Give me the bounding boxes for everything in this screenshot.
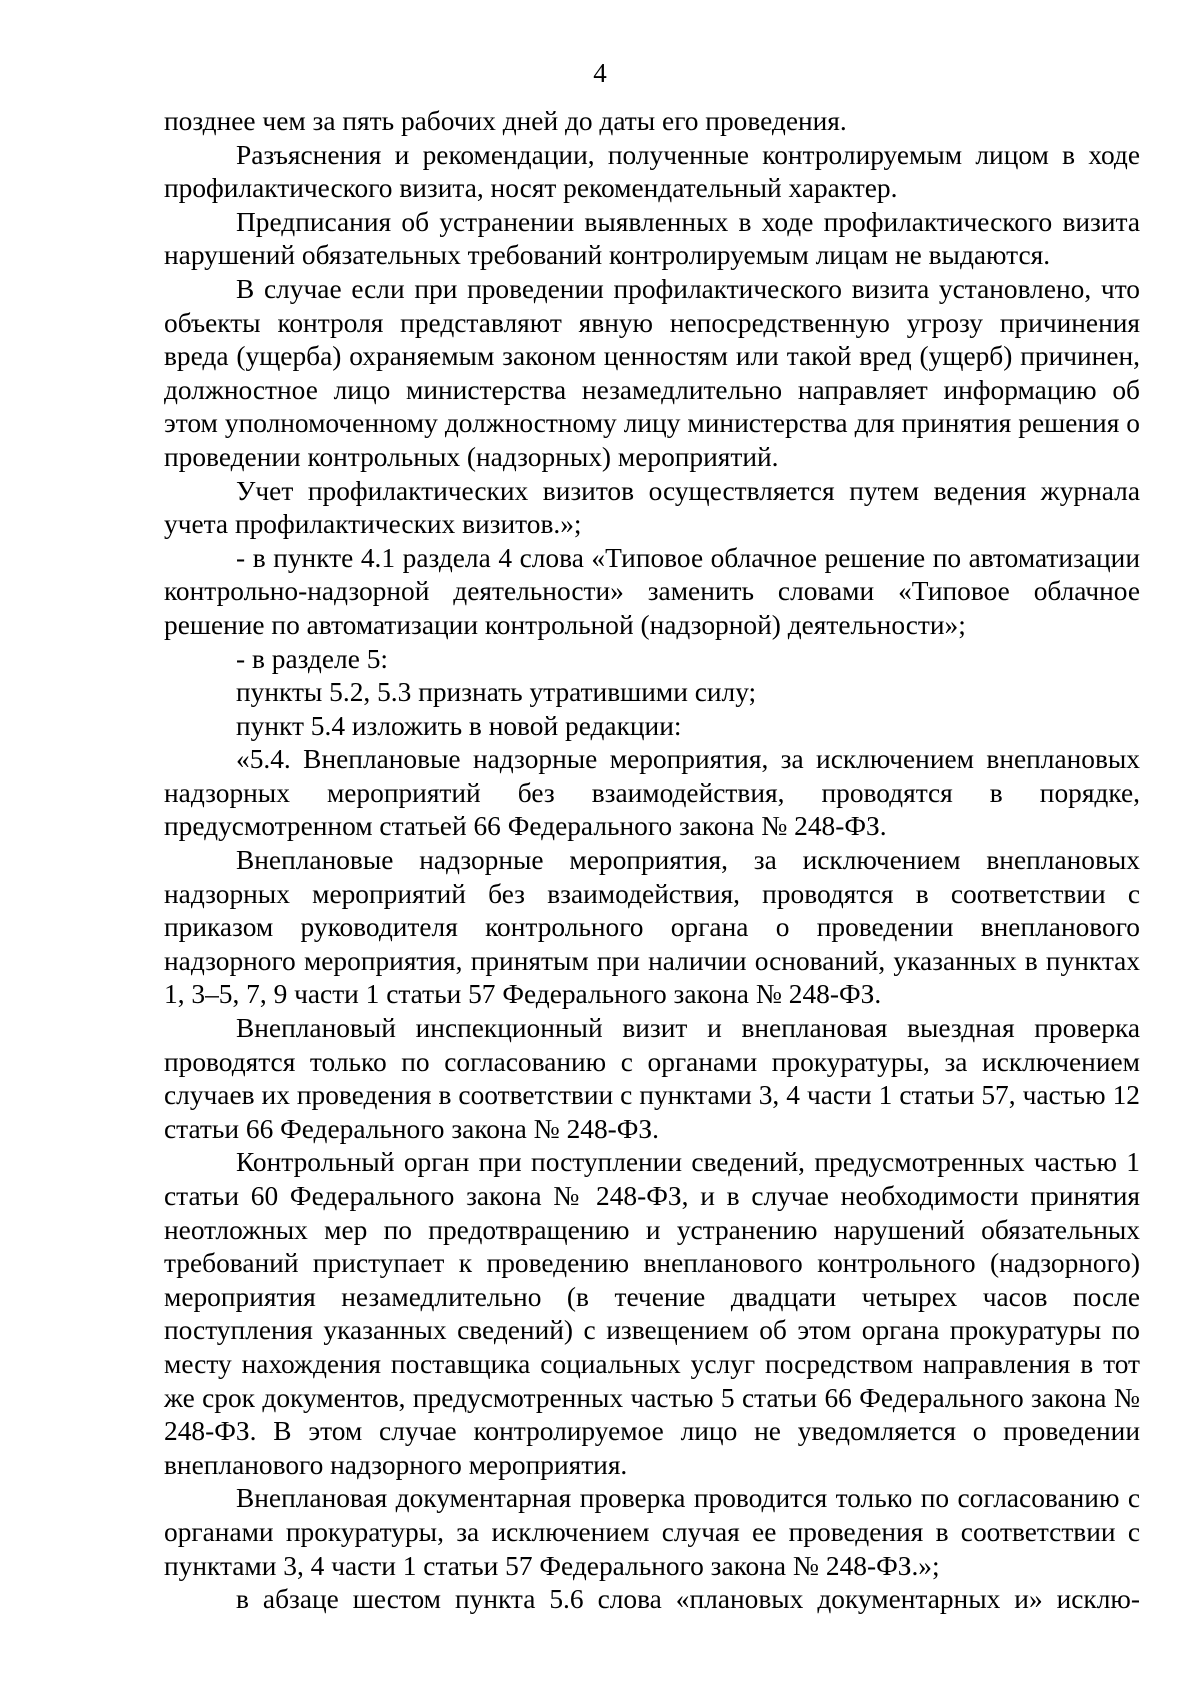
list-item: - в разделе 5:	[236, 643, 388, 674]
paragraph: Предписания об устранении выявленных в ходе профилактического визита нарушений обязательных требований контролируемым лицам не выдаются.	[164, 206, 1140, 271]
paragraph: Учет профилактических визитов осуществляется путем ведения журнала учета профилактических визитов.»;	[164, 475, 1140, 540]
list-item: - в пункте 4.1 раздела 4 слова «Типовое облачное решение по автоматизации контрольно-надзорной деятельности» заменить словами «Типовое облачное решение по автоматизации контрольной (надзорной) деятельности»;	[164, 542, 1140, 640]
paragraph: Внеплановые надзорные мероприятия, за исключением внеплановых надзорных мероприятий без взаимодействия, проводятся в соответствии с приказом руководителя контрольного органа о проведении внепланового надзорного мероприятия, принятым при наличии оснований, указанных в пунктах 1, 3–5, 7, 9 части 1 статьи 57 Федерального закона № 248-ФЗ.	[164, 845, 1140, 1010]
paragraph: Внеплановая документарная проверка проводится только по согласованию с органами прокуратуры, за исключением случая ее проведения в соответствии с пунктами 3, 4 части 1 статьи 57 Федерального закона № 248-ФЗ.»;	[164, 1483, 1140, 1581]
paragraph: Внеплановый инспекционный визит и внеплановая выездная проверка проводятся только по согласованию с органами прокуратуры, за исключением случаев их проведения в соответствии с пунктами 3, 4 части 1 статьи 57, частью 12 статьи 66 Федерального закона № 248-ФЗ.	[164, 1013, 1140, 1144]
paragraph-truncated: в абзаце шестом пункта 5.6 слова «плановых документарных и» исклю-	[236, 1584, 1140, 1615]
paragraph: Контрольный орган при поступлении сведений, предусмотренных частью 1 статьи 60 Федерального закона № 248-ФЗ, и в случае необходимости принятия неотложных мер по предотвращению и устранению нарушений обязательных требований приступает к проведению внепланового контрольного (надзорного) мероприятия незамедлительно (в течение двадцати четырех часов после поступления указанных сведений) с извещением об этом органа прокуратуры по месту нахождения поставщика социальных услуг посредством направления в тот же срок документов, предусмотренных частью 5 статьи 66 Федерального закона № 248-ФЗ. В этом случае контролируемое лицо не уведомляется о проведении внепланового надзорного мероприятия.	[164, 1147, 1140, 1480]
paragraph: В случае если при проведении профилактического визита установлено, что объекты контроля представляют явную непосредственную угрозу причинения вреда (ущерба) охраняемым законом ценностям или такой вред (ущерб) причинен, должностное лицо министерства незамедлительно направляет информацию об этом уполномоченному должностному лицу министерства для принятия решения о проведении контрольных (надзорных) мероприятий.	[164, 273, 1140, 472]
page-number: 4	[593, 58, 607, 88]
quoted-clause: «5.4. Внеплановые надзорные мероприятия, за исключением внеплановых надзорных мероприятий без взаимодействия, проводятся в порядке, предусмотренном статьей 66 Федерального закона № 248-ФЗ.	[164, 744, 1140, 842]
document-body	[164, 105, 1140, 1617]
paragraph-continuation: позднее чем за пять рабочих дней до даты его проведения.	[164, 106, 847, 136]
paragraph: пункт 5.4 изложить в новой редакции:	[236, 710, 682, 741]
paragraph: пункты 5.2, 5.3 признать утратившими силу;	[236, 677, 757, 708]
paragraph: Разъяснения и рекомендации, полученные контролируемым лицом в ходе профилактического визита, носят рекомендательный характер.	[164, 139, 1140, 204]
